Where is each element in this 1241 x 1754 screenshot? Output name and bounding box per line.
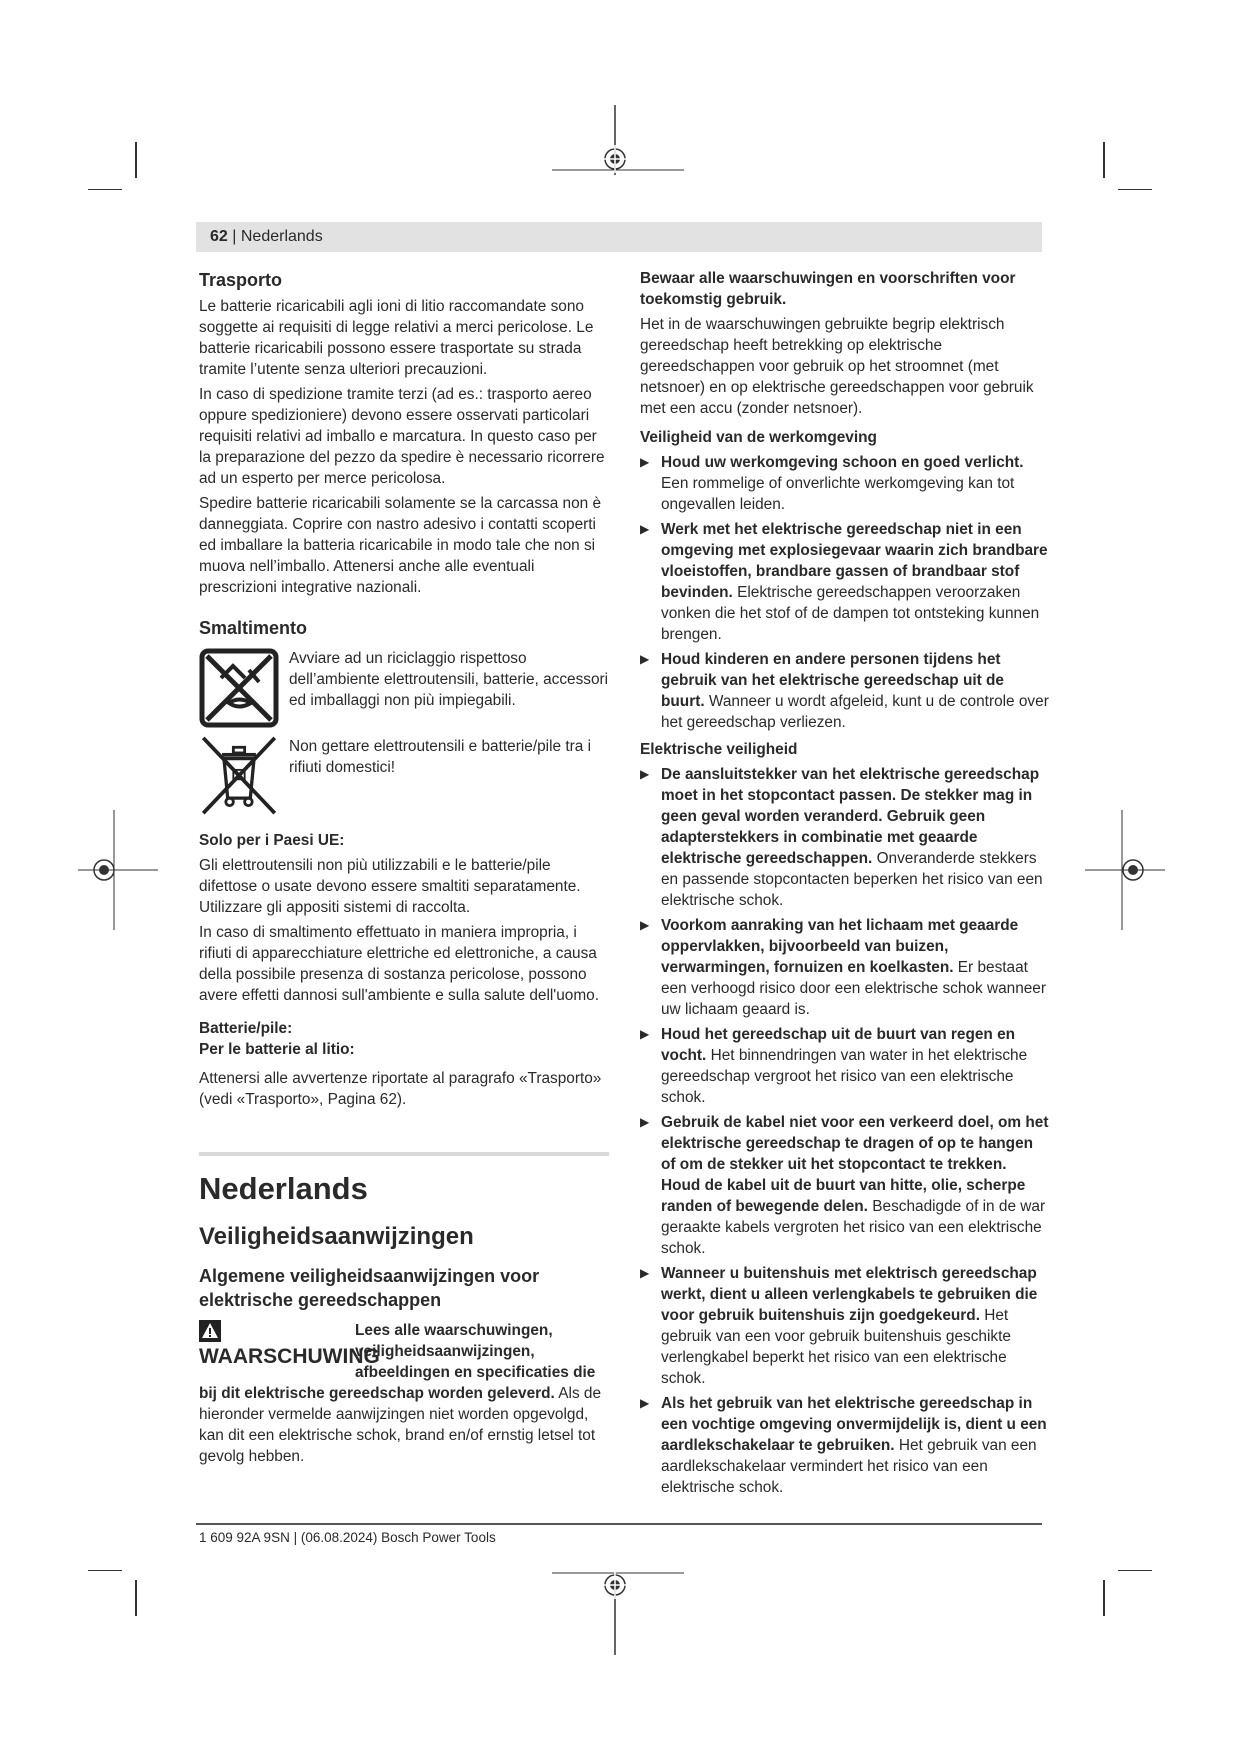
list-item: [640, 519, 1050, 645]
crop-mark: [88, 189, 122, 190]
smaltimento-title: Smaltimento: [199, 618, 308, 638]
list-item: [640, 649, 1050, 733]
keep-instructions: Bewaar alle waarschuwingen en voorschriften voor toekomstig gebruik.: [640, 270, 1016, 308]
item-text: Onveranderde stekkers en passende stopcontacten beperken het risico van een elektrische schok.: [661, 850, 1043, 909]
definition-paragraph: Het in de waarschuwingen gebruikte begrip elektrisch gereedschap heeft betrekking op elektrische gereedschappen voor gebruik op het stroomnet (met netsnoer) en op elektrische gereedschappen voor gebruik met een accu (zonder netsnoer).: [640, 316, 1034, 417]
crop-mark: [1118, 1570, 1152, 1571]
work-area-list: [640, 452, 1050, 733]
crop-mark: [1103, 1580, 1105, 1616]
item-text: Het gebruik van een voor gebruik buitenshuis geschikte verlengkabel beperkt het risico van een elektrische schok.: [661, 1307, 1011, 1387]
trasporto-title: Trasporto: [199, 270, 283, 290]
item-bold: Als het gebruik van het elektrische gereedschap in een vochtige omgeving onvermijdelijk is, dient u een aardlekschakelaar te gebruiken.: [661, 1395, 1047, 1454]
crop-mark: [1118, 189, 1152, 190]
crop-mark: [1103, 142, 1105, 178]
list-item: [640, 764, 1050, 911]
crop-mark: [135, 1580, 137, 1616]
page-footer: 1 609 92A 9SN | (06.08.2024) Bosch Power Tools: [199, 1530, 496, 1545]
crop-mark: [88, 1570, 122, 1571]
safety-title: Veiligheidsaanwijzingen: [199, 1223, 474, 1250]
crossed-bin-icon: [199, 736, 279, 816]
recycle-row: [199, 648, 609, 728]
registration-mark-icon: [552, 105, 684, 195]
batterie-title: Batterie/pile:: [199, 1020, 293, 1037]
item-bold: Werk met het elektrische gereedschap niet in een omgeving met explosiegevaar waarin zich brandbare vloeistoffen, brandbare gassen of brandbaar stof bevinden.: [661, 521, 1048, 601]
ue-title: Solo per i Paesi UE:: [199, 832, 345, 849]
item-text: Wanneer u wordt afgeleid, kunt u de controle over het gereedschap verliezen.: [661, 693, 1049, 731]
ue-paragraph: In caso di smaltimento effettuato in maniera impropria, i rifiuti di apparecchiature elettriche ed elettroniche, a causa della possibile presenza di sostanza pericolose, possono avere effetti dannosi sull'ambiente e sulla salute dell'uomo.: [199, 924, 600, 1004]
page-number: 62: [210, 228, 228, 245]
header-section: Nederlands: [240, 228, 323, 245]
electrical-safety-title: Elektrische veiligheid: [640, 741, 798, 758]
recycling-icon: [199, 648, 279, 728]
crop-mark: [135, 142, 137, 178]
batterie-paragraph: Attenersi alle avvertenze riportate al paragrafo «Trasporto» (vedi «Trasporto», Pagina 62).: [199, 1070, 602, 1108]
list-item: [640, 1024, 1050, 1108]
warning-label-text: WAARSCHUWING: [199, 1345, 380, 1368]
electrical-safety-list: [640, 764, 1050, 1498]
list-item: [640, 1263, 1050, 1389]
item-text: Het binnendringen van water in het elektrische gereedschap vergroot het risico van een elektrische schok.: [661, 1047, 1028, 1106]
footer-rule: [196, 1523, 1042, 1525]
left-column: [199, 268, 609, 1467]
item-text: Beschadigde of in de war geraakte kabels vergroten het risico van een elektrische schok.: [661, 1198, 1046, 1257]
registration-mark-icon: [1085, 810, 1165, 930]
section-divider: [199, 1152, 609, 1156]
item-bold: Gebruik de kabel niet voor een verkeerd doel, om het elektrische gereedschap te dragen of op te hangen of om de stekker uit het stopcontact te trekken. Houd de kabel uit de buurt van hitte, olie, scherpe randen of bewegende delen.: [661, 1114, 1049, 1215]
page-header: [210, 228, 323, 246]
warning-text: Als de hieronder vermelde aanwijzingen niet worden opgevolgd, kan dit een elektrische schok, brand en/of ernstig letsel tot gevolg hebben.: [199, 1385, 602, 1465]
registration-mark-icon: [552, 1565, 684, 1655]
list-item: [640, 1393, 1050, 1498]
item-bold: De aansluitstekker van het elektrische gereedschap moet in het stopcontact passen. De stekker mag in geen geval worden veranderd. Gebruik geen adapterstekkers in combinatie met geaarde elektrische gereedschappen.: [661, 766, 1040, 867]
general-safety-title: Algemene veiligheidsaanwijzingen voor elektrische gereedschappen: [199, 1266, 540, 1310]
language-title: Nederlands: [199, 1171, 368, 1206]
warning-label: [199, 1320, 380, 1369]
item-bold: Voorkom aanraking van het lichaam met geaarde oppervlakken, bijvoorbeeld van buizen, verwarmingen, fornuizen en koelkasten.: [661, 917, 1019, 976]
batterie-subtitle: Per le batterie al litio:: [199, 1041, 355, 1058]
item-bold: Wanneer u buitenshuis met elektrisch gereedschap werkt, dient u alleen verlengkabels te gebruiken die voor gebruik buitenshuis zijn goedgekeurd.: [661, 1265, 1038, 1324]
work-area-title: Veiligheid van de werkomgeving: [640, 429, 877, 446]
item-bold: Houd kinderen en andere personen tijdens het gebruik van het elektrische gereedschap uit de buurt.: [661, 651, 1004, 710]
item-text: Elektrische gereedschappen veroorzaken vonken die het stof of de dampen tot ontsteking kunnen brengen.: [661, 584, 1040, 643]
ue-paragraph: Gli elettroutensili non più utilizzabili e le batterie/pile difettose o usate devono essere smaltiti separatamente. Utilizzare gli appositi sistemi di raccolta.: [199, 857, 581, 916]
item-bold: Houd uw werkomgeving schoon en goed verlicht.: [661, 454, 1024, 471]
registration-mark-icon: [78, 810, 158, 930]
recycle-text: Avviare ad un riciclaggio rispettoso dell’ambiente elettroutensili, batterie, accessori ed imballaggi non più impiegabili.: [289, 650, 609, 709]
item-bold: Houd het gereedschap uit de buurt van regen en vocht.: [661, 1026, 1016, 1064]
header-separator: |: [232, 228, 237, 245]
trasporto-paragraph: In caso di spedizione tramite terzi (ad es.: trasporto aereo oppure spedizioniere) devono essere osservati particolari requisiti relativi ad imballo e marcatura. In questo caso per la preparazione del pezzo da spedire è necessario ricorrere ad un esperto per merce pericolosa.: [199, 386, 605, 487]
right-column: [640, 268, 1050, 1502]
trasporto-paragraph: Le batterie ricaricabili agli ioni di litio raccomandate sono soggette ai requisiti di legge relativi a merci pericolose. Le batterie ricaricabili possono essere trasportate su strada tramite l’utente senza ulteriori precauzioni.: [199, 298, 594, 378]
bin-text: Non gettare elettroutensili e batterie/pile tra i rifiuti domestici!: [289, 738, 591, 776]
trasporto-paragraph: Spedire batterie ricaricabili solamente se la carcassa non è danneggiata. Coprire con nastro adesivo i contatti scoperti ed imballare la batteria ricaricabile in modo tale che non si muova nell’imballo. Attenersi anche alle eventuali prescrizioni integrative nazionali.: [199, 495, 602, 596]
item-text: Er bestaat een verhoogd risico door een elektrische schok wanneer uw lichaam geaard is.: [661, 959, 1046, 1018]
warning-bold: Lees alle waarschuwingen, veiligheidsaanwijzingen, afbeeldingen en specificaties die bij dit elektrische gereedschap worden geleverd.: [199, 1322, 596, 1402]
list-item: [640, 452, 1050, 515]
list-item: [640, 915, 1050, 1020]
page-header-bar: [196, 222, 1042, 252]
warning-triangle-icon: [199, 1320, 221, 1342]
warning-block: [199, 1320, 609, 1467]
item-text: Een rommelige of onverlichte werkomgeving kan tot ongevallen leiden.: [661, 475, 1015, 513]
list-item: [640, 1112, 1050, 1259]
bin-row: [199, 736, 609, 816]
item-text: Het gebruik van een aardlekschakelaar vermindert het risico van een elektrische schok.: [661, 1437, 1037, 1496]
